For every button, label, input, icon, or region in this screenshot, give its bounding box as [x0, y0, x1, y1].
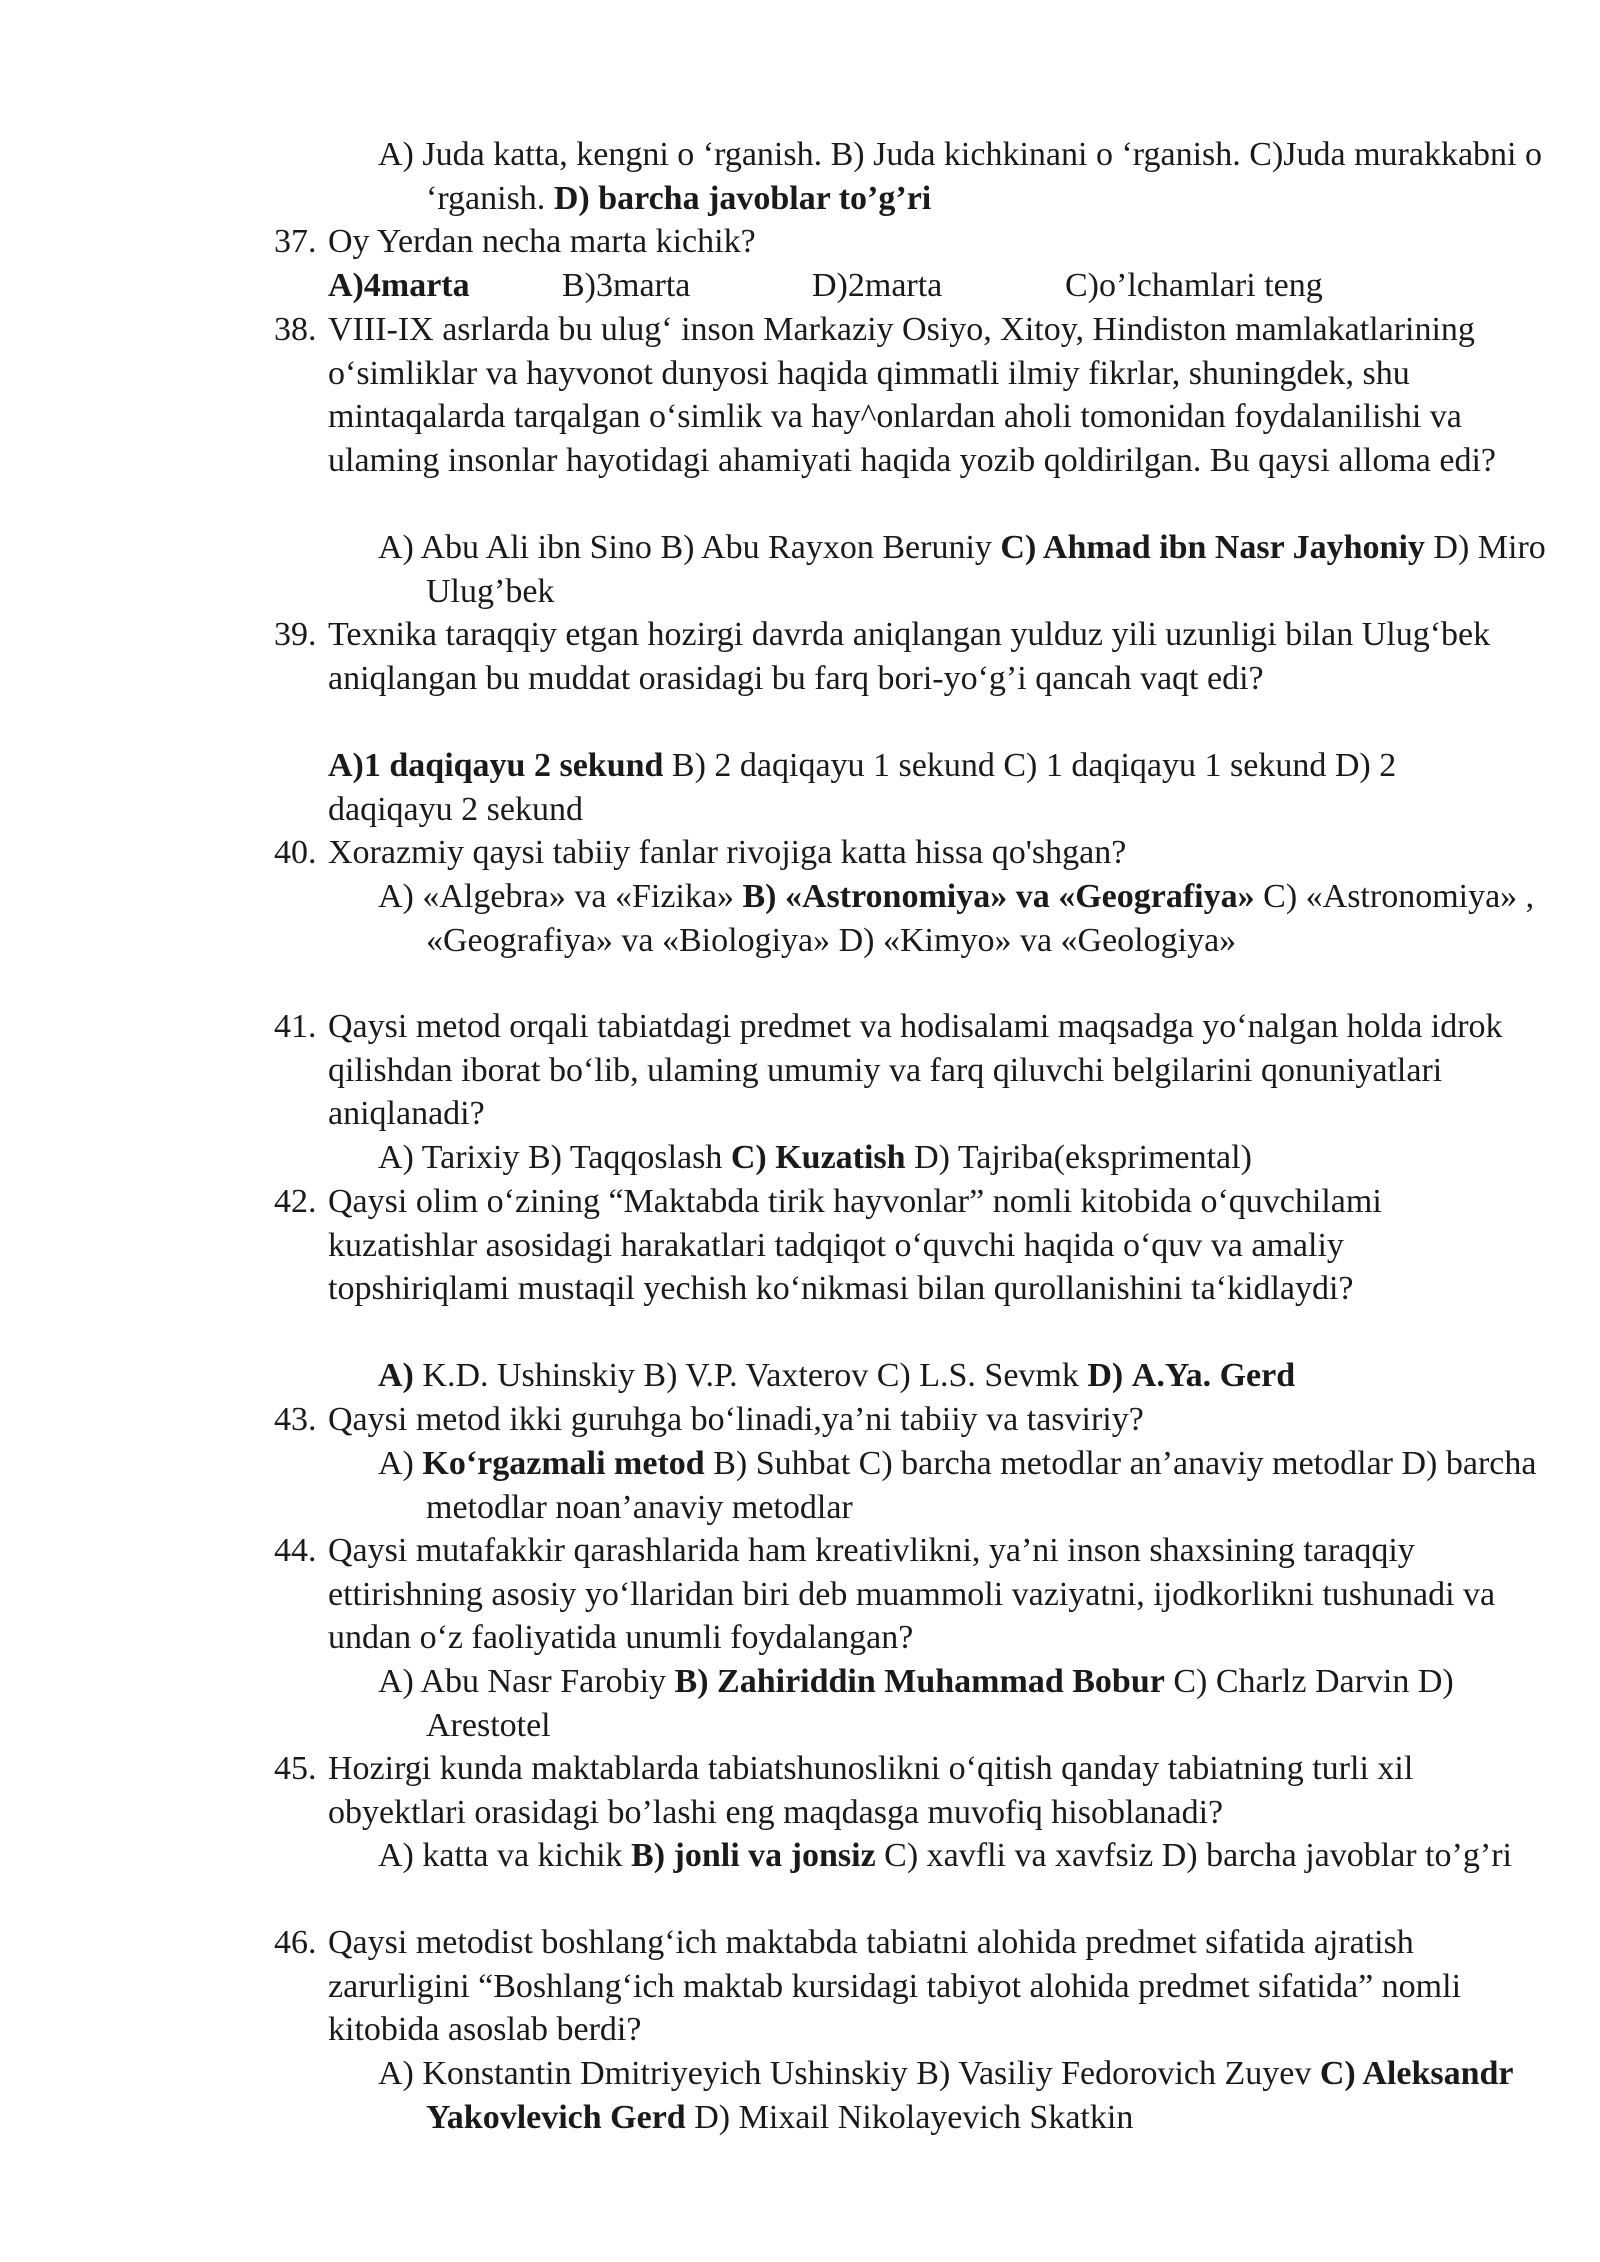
option-b: B) Vasiliy Fedorovich Zuyev — [916, 2055, 1312, 2092]
question-text: Qaysi olim o‘zining “Maktabda tirik hayvonlar” nomli kitobida o‘quvchilami kuzatishlar asosidagi harakatlari tadqiqot o‘quvchi haqida o‘quv va amaliy topshiriqlami mustaqil yechish ko‘nikmasi bilan qurollanishini ta‘kidlaydi? — [328, 1183, 1382, 1308]
question-number: 45. — [274, 1750, 317, 1787]
question-number: 38. — [274, 311, 317, 348]
option-a: A) Abu Nasr Farobiy — [378, 1663, 667, 1700]
option-c: C) L.S. Sevmk — [876, 1357, 1079, 1394]
question-number: 46. — [274, 1924, 317, 1961]
question-number: 37. — [274, 223, 317, 260]
question-46 — [274, 1921, 1504, 2052]
question-40 — [274, 831, 1504, 875]
option-d: D) 2 daqiqayu 2 sekund — [328, 747, 1397, 828]
option-b: B) Taqqoslash — [527, 1139, 723, 1176]
option-a: A) Abu Ali ibn Sino — [378, 529, 652, 566]
option-d: D) Mixail Nikolayevich Skatkin — [694, 2098, 1134, 2136]
option-c: C) 1 daqiqayu 1 sekund — [1003, 747, 1327, 784]
question-text: Hozirgi kunda maktablarda tabiatshunoslikni o‘qitish qanday tabiatning turli xil obyektlari orasidagi bo’lashi eng maqdasga muvofiq hisoblanadi? — [328, 1750, 1414, 1831]
option-c: C) xavfli va xavfsiz — [884, 1837, 1154, 1874]
option-c: C)o’lchamlari teng — [1065, 267, 1323, 304]
question-45-options — [378, 1834, 1552, 1878]
option-d: D) «Kimyo» va «Geologiya» — [838, 921, 1237, 959]
option-a: A) «Algebra» va «Fizika» — [378, 878, 734, 915]
option-b: B) Juda kichkinani o ‘rganish. — [830, 136, 1241, 173]
option-b-correct: B) Zahiriddin Muhammad Bobur — [674, 1663, 1165, 1700]
option-a: K.D. Ushinskiy — [422, 1357, 635, 1394]
question-36-options — [378, 133, 1552, 220]
question-number: 44. — [274, 1532, 317, 1569]
question-number: 39. — [274, 616, 317, 653]
option-d: D) Tajriba(eksprimental) — [914, 1139, 1252, 1176]
option-a: A) Konstantin Dmitriyeyich Ushinskiy — [378, 2055, 908, 2092]
option-d: D) Miro Ulug’bek — [426, 529, 1546, 610]
option-d: D) barcha javoblar to’g’ri — [1161, 1837, 1512, 1874]
question-number: 43. — [274, 1401, 317, 1438]
question-42-options — [378, 1354, 1552, 1398]
question-text: Qaysi metod orqali tabiatdagi predmet va hodisalami maqsadga yo‘nalgan holda idrok qilishdan iborat bo‘lib, ulaming umumiy va farq qiluvchi belgilarini qonuniyatlari aniqlanadi? — [328, 1008, 1503, 1133]
question-43-options — [378, 1442, 1552, 1529]
option-d-correct: D) barcha javoblar to’g’ri — [553, 179, 932, 217]
option-d-correct: A.Ya. Gerd — [1131, 1357, 1296, 1394]
option-a: A) katta va kichik — [378, 1837, 623, 1874]
option-c: C) Charlz Darvin — [1173, 1663, 1410, 1700]
question-text: VIII-IX asrlarda bu ulug‘ inson Markaziy Osiyo, Xitoy, Hindiston mamlakatlarining o‘simliklar va hayvonot dunyosi haqida qimmatli ilmiy fikrlar, shuningdek, shu mintaqalarda tarqalgan o‘simlik va hay^onlardan aholi tomonidan foydalanilishi va ulaming insonlar hayotidagi ahamiyati haqida yozib qoldirilgan. Bu qaysi alloma edi? — [328, 311, 1497, 479]
question-41-options — [378, 1136, 1552, 1180]
question-number: 40. — [274, 834, 317, 871]
question-text: Texnika taraqqiy etgan hozirgi davrda aniqlangan yulduz yili uzunligi bilan Ulug‘bek aniqlangan bu muddat orasidagi bu farq bori-yo‘g’i qancah vaqt edi? — [328, 616, 1491, 697]
question-text: Qaysi metodist boshlang‘ich maktabda tabiatni alohida predmet sifatida ajratish zarurligini “Boshlang‘ich maktab kursidagi tabiyot alohida predmet sifatida” nomli kitobida asoslab berdi? — [328, 1924, 1462, 2049]
question-46-options — [378, 2052, 1552, 2139]
option-a-letter: A) — [378, 1357, 414, 1394]
option-d-letter: D) — [1087, 1357, 1124, 1394]
option-b: B) 2 daqiqayu 1 sekund — [671, 747, 995, 784]
question-text: Xorazmiy qaysi tabiiy fanlar rivojiga katta hissa qo'shgan? — [328, 834, 1127, 871]
question-44-options — [378, 1660, 1552, 1747]
question-text: Qaysi mutafakkir qarashlarida ham kreativlikni, ya’ni inson shaxsining taraqqiy ettirishning asosiy yo‘llaridan biri deb muammoli vaziyatni, ijodkorlikni tushunadi va undan o‘z faoliyatida unumli foydalangan? — [328, 1532, 1496, 1657]
question-37 — [274, 220, 1504, 264]
option-a-correct: Ko‘rgazmali metod — [422, 1445, 705, 1482]
option-b-correct: B) jonli va jonsiz — [631, 1837, 876, 1874]
option-b-correct: B) «Astronomiya» va «Geografiya» — [742, 878, 1255, 915]
option-b: B) Abu Rayxon Beruniy — [660, 529, 992, 566]
option-b: B) Suhbat — [713, 1445, 851, 1482]
option-a-letter: A) — [378, 1445, 414, 1482]
question-39 — [274, 613, 1504, 700]
option-a: A) Tarixiy — [378, 1139, 520, 1176]
question-number: 41. — [274, 1008, 317, 1045]
option-c: C) barcha metodlar an’anaviy metodlar — [858, 1445, 1393, 1482]
question-38 — [274, 308, 1504, 482]
question-38-options — [378, 526, 1552, 613]
option-d: D) Arestotel — [426, 1663, 1454, 1744]
question-44 — [274, 1529, 1504, 1660]
question-41 — [274, 1005, 1504, 1136]
question-45 — [274, 1747, 1504, 1834]
option-c-correct: C) Ahmad ibn Nasr Jayhoniy — [1000, 529, 1425, 566]
question-39-options — [328, 744, 1508, 831]
option-a-correct: A)1 daqiqayu 2 sekund — [328, 747, 664, 784]
question-number: 42. — [274, 1183, 317, 1220]
option-a: A) Juda katta, kengni o ‘rganish. — [378, 136, 823, 173]
option-b: B) V.P. Vaxterov — [643, 1357, 869, 1394]
option-b: B)3marta — [562, 267, 691, 304]
question-42 — [274, 1180, 1504, 1311]
question-text: Oy Yerdan necha marta kichik? — [328, 223, 756, 260]
option-c: C)Juda murakkabni o ‘rganish. — [426, 136, 1542, 217]
option-c-correct: C) Aleksandr Yakovlevich Gerd — [426, 2055, 1513, 2136]
question-43 — [274, 1398, 1504, 1442]
option-c: C) «Astronomiya» , «Geografiya» va «Biologiya» — [426, 878, 1535, 959]
option-d: D)2marta — [812, 267, 943, 304]
option-a-correct: A)4marta — [328, 267, 470, 304]
question-text: Qaysi metod ikki guruhga bo‘linadi,ya’ni tabiiy va tasviriy? — [328, 1401, 1144, 1438]
option-d: D) barcha metodlar noan’anaviy metodlar — [426, 1445, 1537, 1526]
option-c-correct: C) Kuzatish — [730, 1139, 906, 1176]
question-40-options — [378, 875, 1552, 962]
